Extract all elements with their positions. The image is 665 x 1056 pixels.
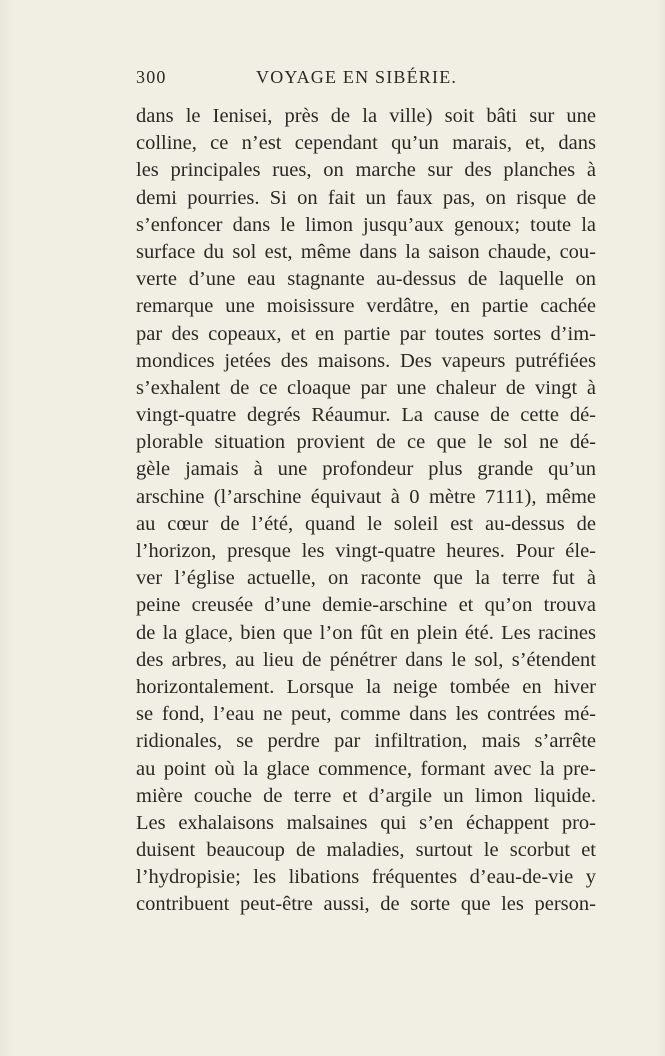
text-line: de la glace, bien que l’on fût en plein été. Les racines <box>136 621 596 644</box>
page-header <box>136 67 596 93</box>
text-line: s’exhalent de ce cloaque par une chaleur de vingt à <box>136 376 596 399</box>
text-line: l’horizon, presque les vingt-quatre heures. Pour éle- <box>136 540 596 562</box>
text-line: s’enfoncer dans le limon jusqu’aux genoux; toute la <box>136 213 596 236</box>
text-line: plorable situation provient de ce que le sol ne dé- <box>136 431 596 454</box>
text-line: gèle jamais à une profondeur plus grande qu’un <box>136 458 596 481</box>
text-line: verte d’une eau stagnante au-dessus de laquelle on <box>136 268 596 291</box>
text-line: au cœur de l’été, quand le soleil est au-dessus de <box>136 512 596 535</box>
text-line: ver l’église actuelle, on raconte que la terre fut à <box>136 567 596 590</box>
text-line: ridionales, se perdre par infiltration, mais s’arrête <box>136 730 596 753</box>
body-text <box>136 103 596 919</box>
text-line: l’hydropisie; les libations fréquentes d’eau-de-vie y <box>136 866 596 889</box>
text-line: se fond, l’eau ne peut, comme dans les contrées mé- <box>136 703 596 726</box>
text-line: dans le Ienisei, près de la ville) soit bâti sur une <box>136 105 596 127</box>
text-line: duisent beaucoup de maladies, surtout le scorbut et <box>136 839 596 862</box>
text-line: surface du sol est, même dans la saison chaude, cou- <box>136 240 596 263</box>
text-line: mière couche de terre et d’argile un limon liquide. <box>136 784 596 807</box>
page-number: 300 <box>136 67 167 87</box>
text-line: remarque une moisissure verdâtre, en partie cachée <box>136 295 596 318</box>
text-line: demi pourries. Si on fait un faux pas, on risque de <box>136 186 596 209</box>
running-head: VOYAGE EN SIBÉRIE. <box>256 67 458 87</box>
text-line: contribuent peut-être aussi, de sorte que les person- <box>136 893 596 916</box>
text-line: peine creusée d’une demie-arschine et qu’on trouva <box>136 594 596 617</box>
text-line: arschine (l’arschine équivaut à 0 mètre 7111), même <box>136 485 596 508</box>
text-line: mondices jetées des maisons. Des vapeurs putréfiées <box>136 349 596 372</box>
text-line: Les exhalaisons malsaines qui s’en échappent pro- <box>136 811 596 834</box>
text-line: les principales rues, on marche sur des planches à <box>136 159 596 182</box>
text-line: horizontalement. Lorsque la neige tombée en hiver <box>136 675 596 698</box>
text-line: par des copeaux, et en partie par toutes sortes d’im- <box>136 322 596 345</box>
text-line: vingt-quatre degrés Réaumur. La cause de cette dé- <box>136 404 596 427</box>
text-line: au point où la glace commence, formant avec la pre- <box>136 757 596 780</box>
text-line: colline, ce n’est cependant qu’un marais, et, dans <box>136 132 596 155</box>
text-line: des arbres, au lieu de pénétrer dans le sol, s’étendent <box>136 648 596 671</box>
